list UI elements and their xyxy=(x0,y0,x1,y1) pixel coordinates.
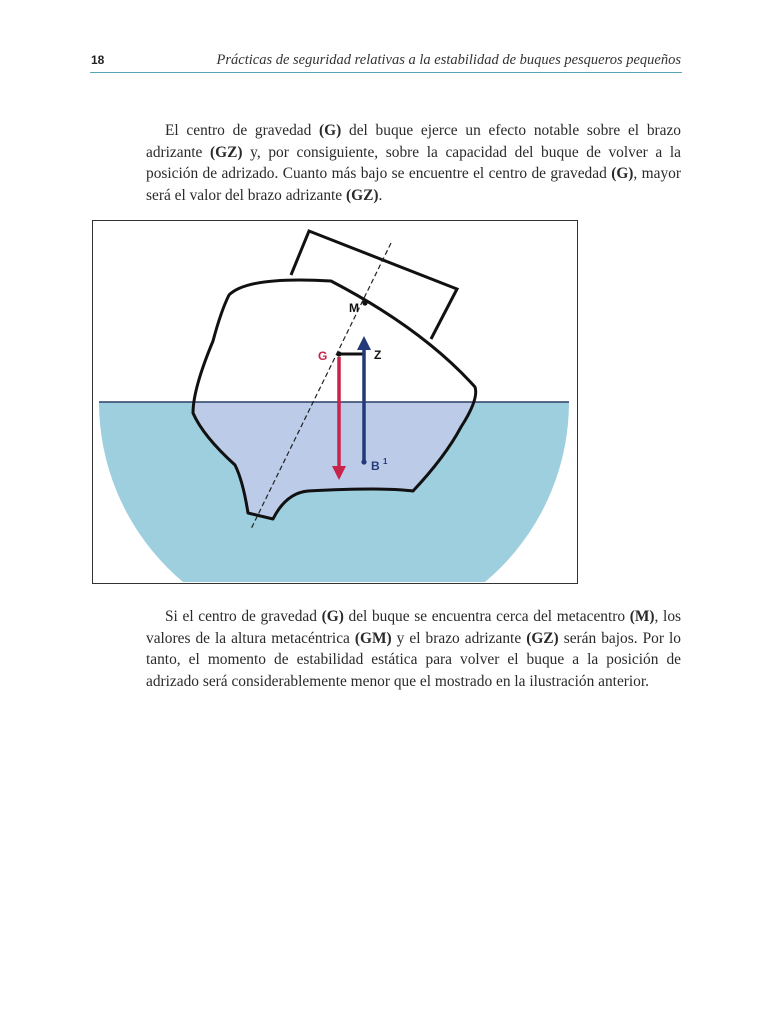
p1-text-3: y, por consiguiente, sobre la capacidad del buque de volver a la posición de adrizado. Cuanto más bajo se encuentre el centro de gravedad xyxy=(146,143,681,182)
running-title: Prácticas de seguridad relativas a la estabilidad de buques pesqueros pequeños xyxy=(216,52,681,68)
p2-bold-2: (M) xyxy=(629,608,655,625)
paragraph-2 xyxy=(146,606,681,692)
p1-bold-2: (GZ) xyxy=(210,143,243,161)
p1-text-2: del buque ejerce un efecto notable sobre el brazo adrizante xyxy=(146,122,681,161)
point-g xyxy=(336,351,341,356)
label-b: B xyxy=(371,459,380,473)
point-m xyxy=(362,300,367,305)
p2-bold-1: (G) xyxy=(321,608,344,625)
p1-bold-3: (G) xyxy=(611,165,634,182)
p1-text-5: . xyxy=(378,186,383,204)
p2-text-4: y el brazo adrizante xyxy=(391,629,527,647)
header-rule xyxy=(90,72,682,73)
stability-figure xyxy=(92,220,578,584)
label-g: G xyxy=(318,349,328,363)
page-number: 18 xyxy=(91,53,105,67)
p1-bold-1: (G) xyxy=(319,122,342,139)
point-b1 xyxy=(361,459,366,464)
p2-text-3: , los valores de la altura metacéntrica xyxy=(146,608,682,647)
p2-text-2: del buque se encuentra cerca del metacentro xyxy=(343,608,630,625)
p1-text-4: , mayor será el valor del brazo adrizante xyxy=(146,165,681,204)
label-b-subscript: 1 xyxy=(383,457,388,466)
p2-bold-4: (GZ) xyxy=(526,629,559,647)
paragraph-1 xyxy=(146,120,681,206)
label-z: Z xyxy=(374,348,382,362)
deckhouse xyxy=(291,231,457,339)
label-m: M xyxy=(349,301,359,315)
p2-text-5: serán bajos. Por lo tanto, el momento de estabilidad estática para volver el buque a la posición de adrizado será considerablemente menor que el mostrado en la ilustración anterior. xyxy=(146,629,681,690)
p1-text-1: El centro de gravedad xyxy=(165,122,320,139)
stability-diagram xyxy=(93,221,576,582)
p1-bold-4: (GZ) xyxy=(345,186,379,204)
p2-text-1: Si el centro de gravedad xyxy=(165,608,322,625)
p2-bold-3: (GM) xyxy=(354,629,392,647)
